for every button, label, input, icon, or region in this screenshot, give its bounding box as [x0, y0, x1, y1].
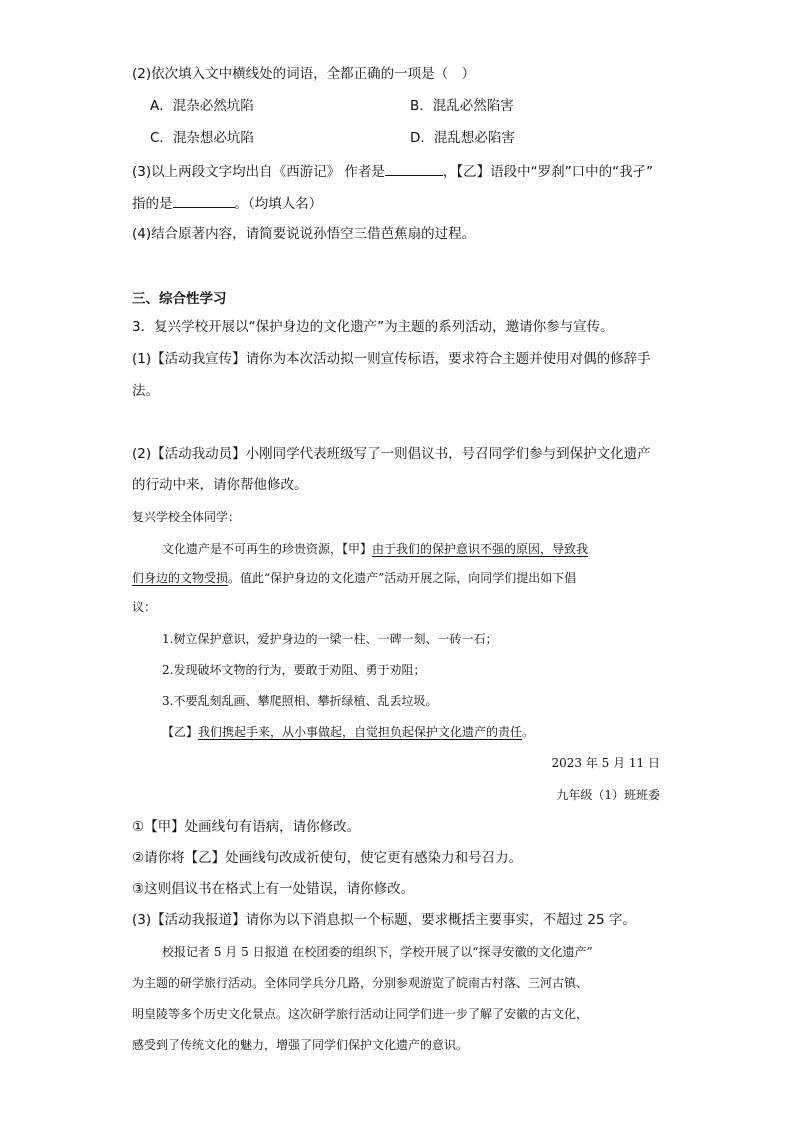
news-line4: 感受到了传统文化的魅力，增强了同学们保护文化遗产的意识。: [132, 1038, 469, 1052]
name-blank[interactable]: [173, 193, 235, 208]
letter-p1-line2: 们身边的文物受损。值此“保护身边的文化遗产”活动开展之际，向同学们提出如下倡: [132, 571, 577, 585]
jia-underline: 由于我们的保护意识不强的原因，导致我: [372, 542, 589, 556]
option-a[interactable]: [150, 97, 254, 115]
letter-item3: 3.不要乱刻乱画、攀爬照相、攀折绿植、乱丢垃圾。: [162, 694, 438, 708]
letter-p1-line1: 文化遗产是不可再生的珍贵资源，【甲】由于我们的保护意识不强的原因，导致我: [162, 542, 589, 556]
letter-item1: 1.树立保护意识，爱护身边的一梁一柱、一碑一刻、一砖一石；: [162, 632, 498, 646]
option-text: 混杂必然坑陷: [172, 98, 254, 114]
yi-underline: 我们携起手来，从小事做起，自觉担负起保护文化遗产的责任: [198, 725, 523, 739]
option-text: 混杂想必坑陷: [172, 130, 254, 146]
letter-greeting: 复兴学校全体同学：: [132, 510, 241, 524]
letter-date: 2023 年 5 月 11 日: [551, 756, 660, 770]
option-letter: D．: [410, 130, 434, 146]
q3-line1: (3)以上两段文字均出自《西游记》 作者是 ，【乙】语段中“罗刹”口中的“我孑”: [132, 161, 653, 181]
q4-stem: (4)结合原著内容，请简要说说孙悟空三借芭蕉扇的过程。: [132, 226, 476, 242]
q2-stem: (2)依次填入文中横线处的词语，全都正确的一项是（ ）: [132, 66, 476, 82]
letter-signature: 九年级（1）班班委: [556, 788, 660, 802]
sub1-line1: (1)【活动我宣传】请你为本次活动拟一则宣传标语，要求符合主题并使用对偶的修辞手: [132, 351, 651, 367]
option-text: 混乱必然陷害: [432, 98, 514, 114]
news-line1: 校报记者 5 月 5 日报道 在校团委的组织下，学校开展了以“探寻安徽的文化遗产”: [162, 945, 593, 959]
task-1: ①【甲】处画线句有语病，请你修改。: [132, 819, 361, 835]
option-c[interactable]: [150, 129, 254, 147]
letter-p1-line3: 议：: [132, 600, 157, 614]
sub3-stem: (3)【活动我报道】请你为以下消息拟一个标题，要求概括主要事实，不超过 25 字。: [132, 912, 636, 928]
task-2: ②请你将【乙】处画线句改成祈使句，使它更有感染力和号召力。: [132, 850, 523, 866]
author-blank[interactable]: [385, 161, 443, 176]
letter-yi-line: 【乙】我们携起手来，从小事做起，自觉担负起保护文化遗产的责任。: [162, 725, 535, 739]
option-letter: B．: [410, 98, 433, 114]
news-line2: 为主题的研学旅行活动。全体同学兵分几路，分别参观游览了皖南古村落、三河古镇、: [132, 976, 589, 990]
q3-line2: 指的是 。（均填人名）: [132, 193, 322, 213]
option-letter: C．: [150, 130, 173, 146]
sub2-line2: 的行动中来，请你帮他修改。: [132, 477, 308, 493]
jia-underline-cont: 们身边的文物受损: [132, 571, 229, 585]
task-3: ③这则倡议书在格式上有一处错误，请你修改。: [132, 881, 415, 897]
option-b[interactable]: [410, 97, 514, 115]
option-letter: A．: [150, 98, 173, 114]
sub1-line2: 法。: [132, 383, 159, 399]
section-intro: 3．复兴学校开展以“保护身边的文化遗产”为主题的系列活动，邀请你参与宣传。: [132, 319, 614, 335]
sub2-line1: (2)【活动我动员】小刚同学代表班级写了一则倡议书，号召同学们参与到保护文化遗产: [132, 446, 651, 462]
option-d[interactable]: [410, 129, 515, 147]
letter-item2: 2.发现破坏文物的行为，要敢于劝阻、勇于劝阻；: [162, 663, 426, 677]
option-text: 混乱想必陷害: [433, 130, 515, 146]
news-line3: 明皇陵等多个历史文化景点。这次研学旅行活动让同学们进一步了解了安徽的古文化，: [132, 1007, 589, 1021]
section-title: 三、综合性学习: [132, 291, 227, 307]
